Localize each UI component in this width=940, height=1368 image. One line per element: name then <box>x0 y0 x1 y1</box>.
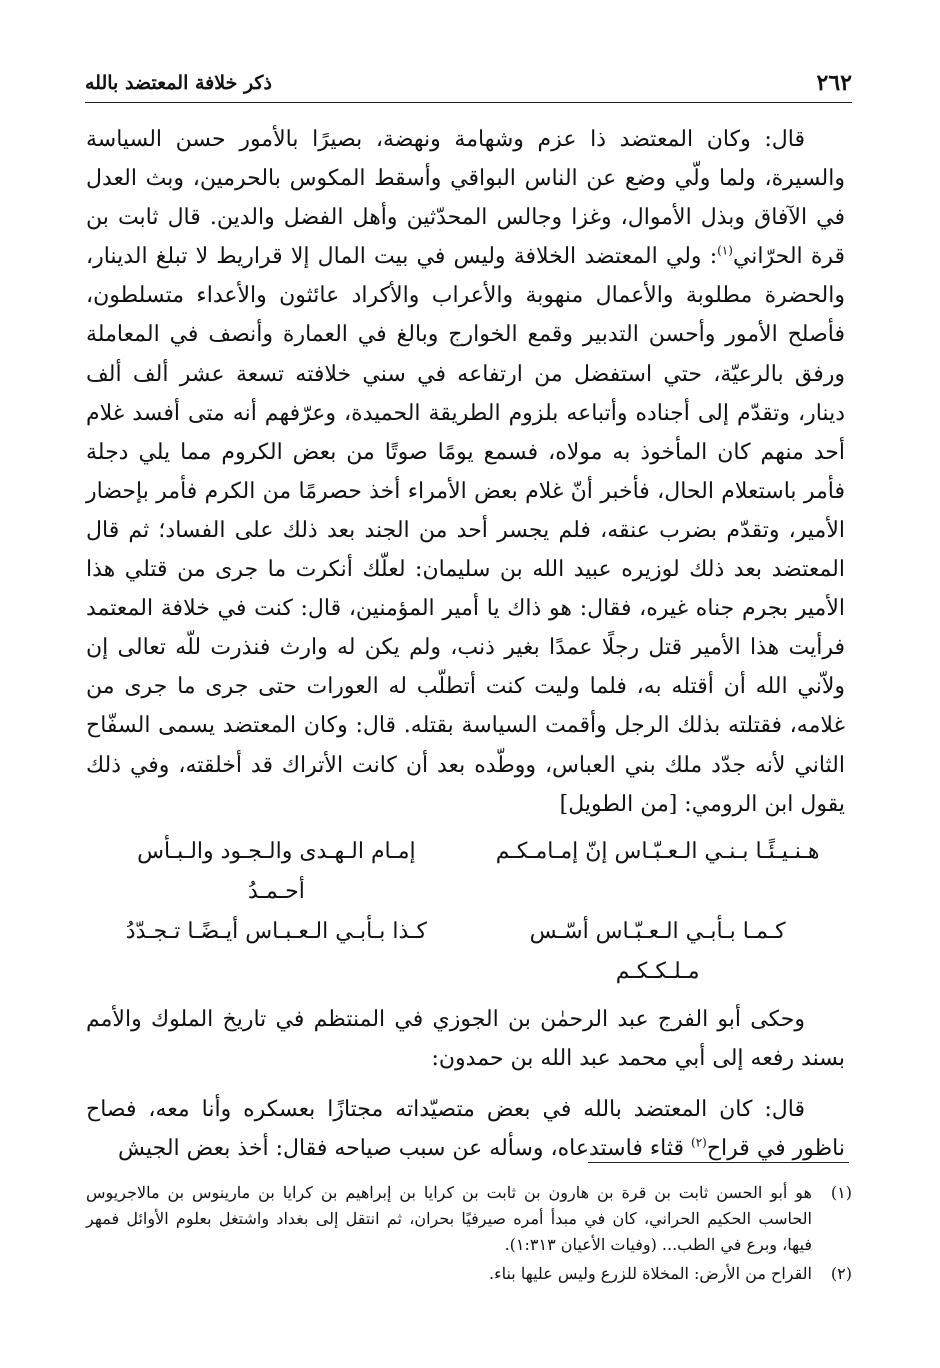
poem <box>86 832 845 992</box>
page-number: ٢٦٢ <box>816 70 852 96</box>
paragraph-3 <box>86 1090 845 1168</box>
footnote-1-text: هو أبو الحسن ثابت بن قرة بن هارون بن ثابت بن كرايا بن إبراهيم بن كرايا بن مارينوس بن مالاجريوس الحاسب الحكيم الحراني، كان في مبدأ أمره صيرفيًا بحران، ثم انتقل إلى بغداد واشتغل بعلوم الأوائل فمهر فيها، وبرع في الطب... (وفيات الأعيان ١:٣١٣). <box>86 1183 812 1254</box>
paragraph-1-continued: : ولي المعتضد الخلافة وليس في بيت المال إلا قراريط لا تبلغ الدينار، والحضرة مطلوبة والأعمال منهوبة والأعراب والأكراد عائثون والأعداء متسلطون، فأصلح الأمور وأحسن التدبير وقمع الخوارج وبالغ في العمارة وأنصف في المعاملة ورفق بالرعيّة، حتي استفضل من ارتفاعه في سني خلافته تسعة عشر ألف ألف دينار، وتقدّم إلى أجناده وأتباعه بلزوم الطريقة الحميدة، وعرّفهم أنه متى أفسد غلام أحد منهم كان المأخوذ به مولاه، فسمع يومًا صوتًا من بعض الكروم مما يلي دجلة فأمر باستعلام الحال، فأخبر أنّ غلام بعض الأمراء أخذ حصرمًا من الكرم فأمر بإحضار الأمير، وتقدّم بضرب عنقه، فلم يجسر أحد من الجند بعد ذلك على الفساد؛ ثم قال المعتضد بعد ذلك لوزيره عبيد الله بن سليمان: لعلّك أنكرت ما جرى من قتلي هذا الأمير بجرم جناه غيره، فقال: هو ذاك يا أمير المؤمنين، قال: كنت في خلافة المعتمد فرأيت هذا الأمير قتل رجلًا عمدًا بغير ذنب، ولم يكن له وارث فنذرت للّه تعالى إن ولاّني الله أن أقتله به، فلما وليت كنت أتطلّب له العورات حتى جرى ما جرى من غلامه، فقتلته بذلك الرجل وأقمت السياسة بقتله. قال: وكان المعتضد يسمى السفّاح الثاني لأنه جدّد ملك بني العباس، ووطّده بعد أن كانت الأتراك قد أخلقته، وفي ذلك يقول ابن الرومي: [من الطويل] <box>86 244 845 817</box>
footnote-ref-2: (٢) <box>691 1135 707 1150</box>
paragraph-3-text: قال: كان المعتضد بالله في بعض متصيّداته مجتازًا بعسكره وأنا معه، فصاح ناظور في قراح <box>86 1096 845 1161</box>
footnote-separator <box>588 1162 849 1163</box>
footnote-2 <box>86 1261 852 1287</box>
paragraph-1 <box>86 120 845 824</box>
running-title: ذكر خلافة المعتضد بالله <box>85 72 272 94</box>
page-header <box>85 68 852 103</box>
footnote-2-number: (٢) <box>830 1264 852 1283</box>
footnote-1-number: (١) <box>830 1183 852 1202</box>
paragraph-1-text: قال: وكان المعتضد ذا عزم وشهامة ونهضة، بصيرًا بالأمور حسن السياسة والسيرة، ولما ولّي وضع عن الناس البواقي وأسقط المكوس بالحرمين، وبث العدل في الآفاق وبذل الأموال، وغزا وجالس المحدّثين وأهل الفضل والدين. قال ثابت بن قرة الحرّاني <box>86 127 845 270</box>
verse-2-second-hemistich: كـذا بـأبـي الـعـبـاس أيـضًـا تـجـدّدُ <box>125 918 427 944</box>
paragraph-gap <box>86 1078 845 1090</box>
paragraph-3-continued: قثاء فاستدعاه، وسأله عن سبب صياحه فقال: أخذ بعض الجيش <box>117 1135 692 1161</box>
verse-1-second-hemistich: إمـام الـهـدى والـجـود والـبـأس أحـمـدُ <box>137 838 416 904</box>
footnote-2-text: القراح من الأرض: المخلاة للزرع وليس عليها بناء. <box>488 1264 812 1283</box>
footnotes <box>86 1180 852 1290</box>
footnote-1 <box>86 1180 852 1258</box>
verse-2-first-hemistich: كـمـا بـأبـي الـعـبّـاس أسّـس مـلـكـكـم <box>529 918 786 984</box>
verse-line-1 <box>86 832 845 912</box>
paragraph-2: وحكى أبو الفرج عبد الرحمٰن بن الجوزي في المنتظم في تاريخ الملوك والأمم بسند رفعه إلى أبي محمد عبد الله بن حمدون: <box>86 1006 845 1071</box>
verse-1-first-hemistich: هـنـيـئًـا بـنـي الـعـبّـاس إنّ إمـامـكـم <box>495 838 820 864</box>
footnote-ref-1: (١) <box>717 243 733 258</box>
verse-line-2 <box>86 912 845 992</box>
main-text <box>86 120 845 1168</box>
